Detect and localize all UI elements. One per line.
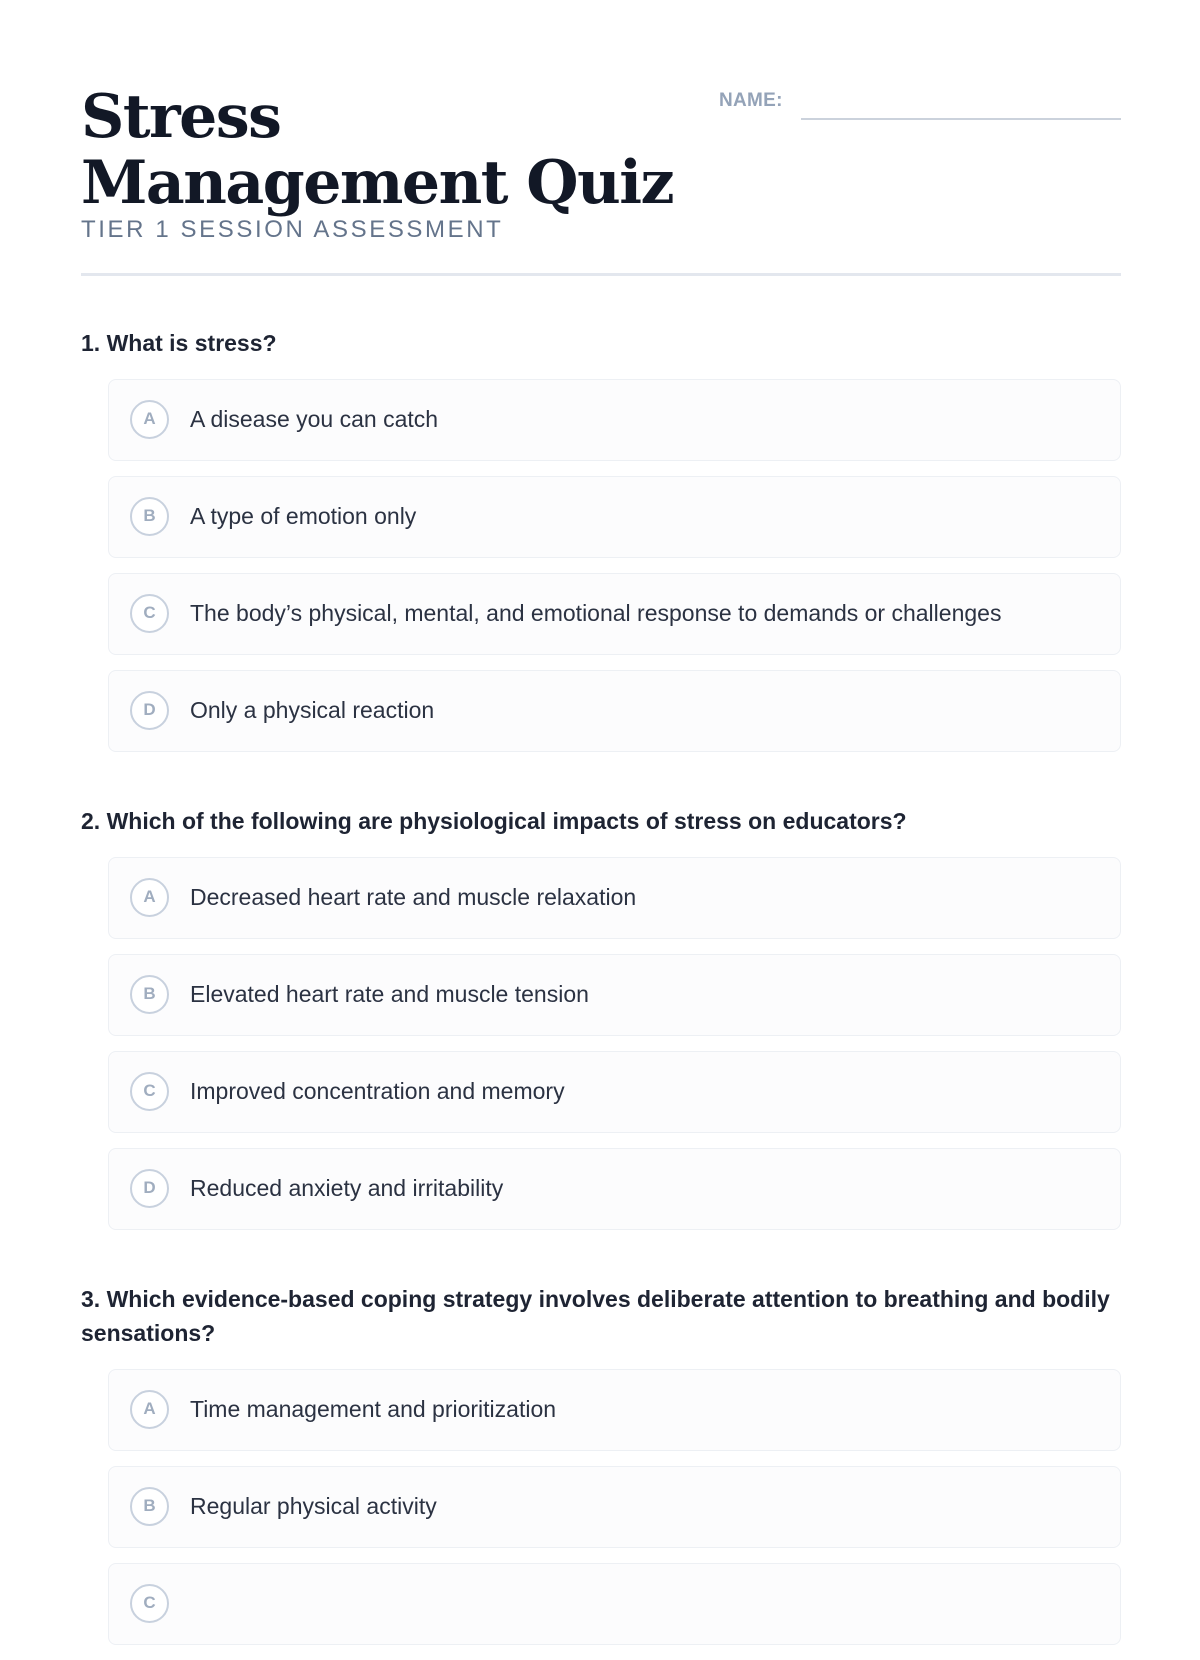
page-subtitle: TIER 1 SESSION ASSESSMENT	[81, 216, 504, 243]
option-bubble-a[interactable]: A	[130, 1390, 169, 1429]
option-text: The body’s physical, mental, and emotional response to demands or challenges	[190, 600, 1002, 626]
option-bubble-a[interactable]: A	[130, 400, 169, 439]
option-bubble-c[interactable]: C	[130, 594, 169, 633]
option-bubble-c[interactable]: C	[130, 1072, 169, 1111]
question-1	[81, 326, 1121, 752]
option-text: Regular physical activity	[190, 1493, 437, 1519]
option-text: Elevated heart rate and muscle tension	[190, 981, 589, 1007]
name-field[interactable]	[719, 88, 1121, 122]
quiz-header	[81, 0, 1121, 276]
quiz-page	[81, 0, 1121, 1660]
option-bubble-d[interactable]: D	[130, 1169, 169, 1208]
question-2	[81, 804, 1121, 1230]
option-2a[interactable]	[108, 857, 1121, 939]
name-line[interactable]	[801, 118, 1121, 120]
page-title: Stress Management Quiz	[81, 82, 674, 218]
option-text: Only a physical reaction	[190, 697, 435, 723]
option-bubble-a[interactable]: A	[130, 878, 169, 917]
option-2d[interactable]	[108, 1148, 1121, 1230]
option-3b[interactable]	[108, 1466, 1121, 1548]
option-bubble-c[interactable]: C	[130, 1584, 169, 1623]
option-text: A type of emotion only	[190, 503, 417, 529]
option-1c[interactable]	[108, 573, 1121, 655]
option-text: Decreased heart rate and muscle relaxation	[190, 884, 637, 910]
option-bubble-b[interactable]: B	[130, 975, 169, 1014]
option-2c[interactable]	[108, 1051, 1121, 1133]
option-2b[interactable]	[108, 954, 1121, 1036]
option-1b[interactable]	[108, 476, 1121, 558]
option-1d[interactable]	[108, 670, 1121, 752]
option-1a[interactable]	[108, 379, 1121, 461]
option-text: Time management and prioritization	[190, 1396, 557, 1422]
question-text: 1. What is stress?	[81, 330, 277, 356]
option-bubble-d[interactable]: D	[130, 691, 169, 730]
question-text: 3. Which evidence-based coping strategy involves deliberate attention to breathing and bodily sensations?	[81, 1286, 1110, 1346]
name-label: NAME:	[719, 90, 783, 111]
question-text: 2. Which of the following are physiological impacts of stress on educators?	[81, 808, 907, 834]
option-3a[interactable]	[108, 1369, 1121, 1451]
option-text: A disease you can catch	[190, 406, 439, 432]
option-text: Reduced anxiety and irritability	[190, 1175, 504, 1201]
option-bubble-b[interactable]: B	[130, 497, 169, 536]
option-bubble-b[interactable]: B	[130, 1487, 169, 1526]
option-3c[interactable]	[108, 1563, 1121, 1645]
option-text: Improved concentration and memory	[190, 1078, 565, 1104]
question-3	[81, 1282, 1121, 1645]
